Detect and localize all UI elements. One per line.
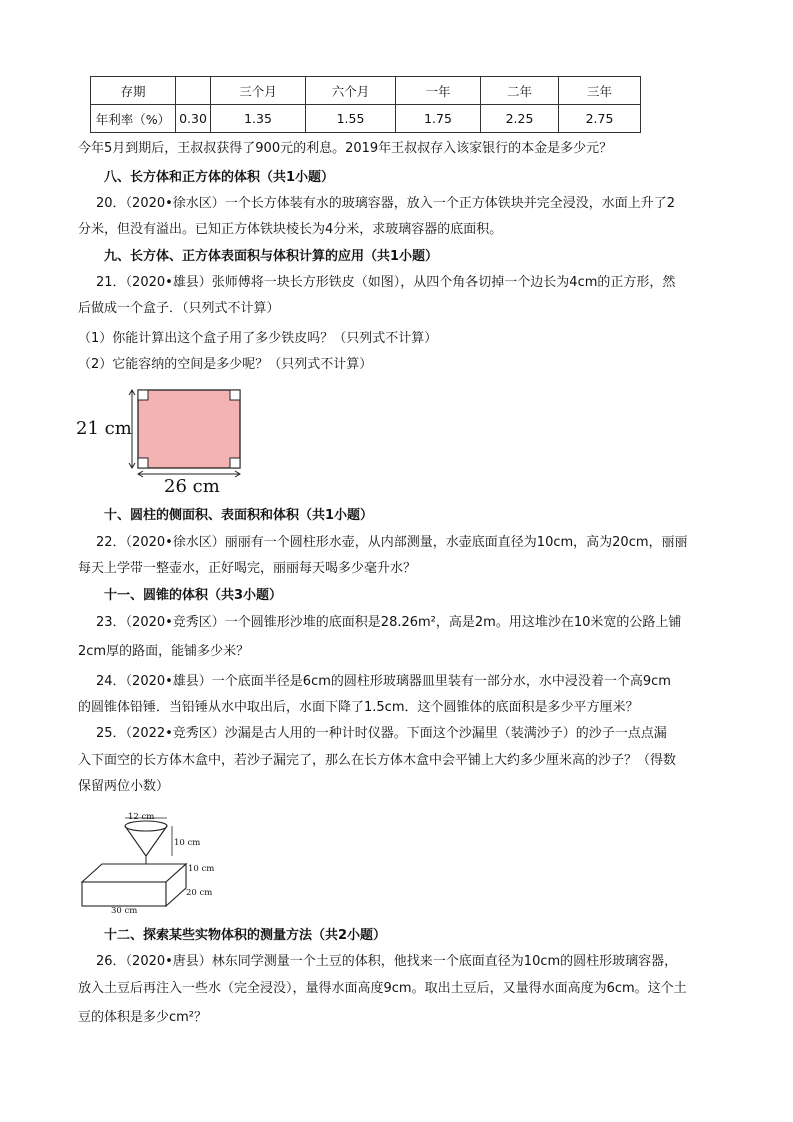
- section-heading-12: 十二、探索某些实物体积的测量方法（共2小题）: [104, 928, 387, 943]
- sheet-width-label: 26 cm: [164, 476, 220, 497]
- question-20-line: 分米，但没有溢出。已知正方体铁块棱长为4分米，求玻璃容器的底面积。: [78, 222, 503, 237]
- sheet-height-label: 21 cm: [76, 418, 132, 439]
- cone-diameter-label: 12 cm: [128, 812, 155, 822]
- question-26-line: 放入土豆后再注入一些水（完全浸没），量得水面高度9cm。取出土豆后，又量得水面高度为6cm。这个土: [78, 981, 687, 996]
- table-row: [91, 77, 641, 105]
- question-21-line: 后做成一个盒子．（只列式不计算）: [78, 301, 280, 316]
- section-heading-10: 十、圆柱的侧面积、表面积和体积（共1小题）: [104, 508, 374, 523]
- question-25-line: 入下面空的长方体木盒中，若沙子漏完了，那么在长方体木盒中会平铺上大约多少厘米高的沙子？（得数: [78, 753, 677, 768]
- table-cell: 三年: [559, 77, 641, 105]
- box-length-label: 30 cm: [111, 906, 138, 916]
- table-cell: 一年: [396, 77, 481, 105]
- box-front-face: [82, 882, 166, 906]
- table-cell: 1.75: [396, 105, 481, 133]
- iron-sheet-figure: [120, 380, 260, 480]
- cone-height-label: 10 cm: [174, 838, 201, 848]
- table-cell: 三个月: [211, 77, 306, 105]
- box-height-label: 10 cm: [188, 864, 215, 874]
- box-width-label: 20 cm: [186, 888, 213, 898]
- question-21-sub-1: （1）你能计算出这个盒子用了多少铁皮吗？（只列式不计算）: [78, 331, 438, 346]
- question-24-line: 的圆锥体铅锤．当铅锤从水中取出后，水面下降了1.5cm．这个圆锥体的底面积是多少平方厘米？: [78, 700, 639, 715]
- question-21-sub-2: （2）它能容纳的空间是多少呢？（只列式不计算）: [78, 357, 373, 372]
- question-25-line: 保留两位小数）: [78, 779, 170, 794]
- hourglass-box-figure: [76, 810, 226, 916]
- question-23-line: 23．（2020•竞秀区）一个圆锥形沙堆的底面积是28.26m²，高是2m。用这堆沙在10米宽的公路上铺: [96, 615, 682, 630]
- question-19-tail: 今年5月到期后，王叔叔获得了900元的利息。2019年王叔叔存入该家银行的本金是多少元？: [78, 141, 613, 156]
- corner-square: [230, 458, 240, 468]
- table-cell: 1.55: [306, 105, 396, 133]
- question-26-line: 26．（2020•唐县）林东同学测量一个土豆的体积，他找来一个底面直径为10cm的圆柱形玻璃容器，: [96, 954, 678, 969]
- table-cell: 2.25: [481, 105, 559, 133]
- interest-rate-table: [90, 76, 641, 133]
- table-cell: 2.75: [559, 105, 641, 133]
- section-heading-9: 九、长方体、正方体表面积与体积计算的应用（共1小题）: [104, 249, 439, 264]
- table-cell: [176, 77, 211, 105]
- table-cell: 二年: [481, 77, 559, 105]
- table-cell: 年利率（%）: [91, 105, 176, 133]
- question-22-line: 22．（2020•徐水区）丽丽有一个圆柱形水壶，从内部测量，水壶底面直径为10cm，高为20cm，丽丽: [96, 535, 688, 550]
- corner-square: [230, 390, 240, 400]
- question-23-line: 2cm厚的路面，能铺多少米？: [78, 644, 250, 659]
- table-cell: 六个月: [306, 77, 396, 105]
- table-row: [91, 105, 641, 133]
- section-heading-8: 八、长方体和正方体的体积（共1小题）: [104, 170, 335, 185]
- question-20-line: 20．（2020•徐水区）一个长方体装有水的玻璃容器，放入一个正方体铁块并完全浸没，水面上升了2: [96, 196, 676, 211]
- table-cell: 存期: [91, 77, 176, 105]
- corner-square: [138, 390, 148, 400]
- question-24-line: 24．（2020•雄县）一个底面半径是6cm的圆柱形玻璃器皿里装有一部分水，水中浸没着一个高9cm: [96, 674, 671, 689]
- cone-top-ellipse: [125, 821, 167, 831]
- question-22-line: 每天上学带一整壶水，正好喝完，丽丽每天喝多少毫升水？: [78, 561, 417, 576]
- section-heading-11: 十一、圆锥的体积（共3小题）: [104, 588, 283, 603]
- question-21-line: 21．（2020•雄县）张师傅将一块长方形铁皮（如图），从四个角各切掉一个边长为4cm的正方形，然: [96, 275, 676, 290]
- corner-square: [138, 458, 148, 468]
- iron-sheet-rect: [138, 390, 240, 468]
- question-25-line: 25．（2022•竞秀区）沙漏是古人用的一种计时仪器。下面这个沙漏里（装满沙子）的沙子一点点漏: [96, 726, 667, 741]
- table-cell: 1.35: [211, 105, 306, 133]
- question-26-line: 豆的体积是多少cm²？: [78, 1010, 208, 1025]
- table-cell: 0.30: [176, 105, 211, 133]
